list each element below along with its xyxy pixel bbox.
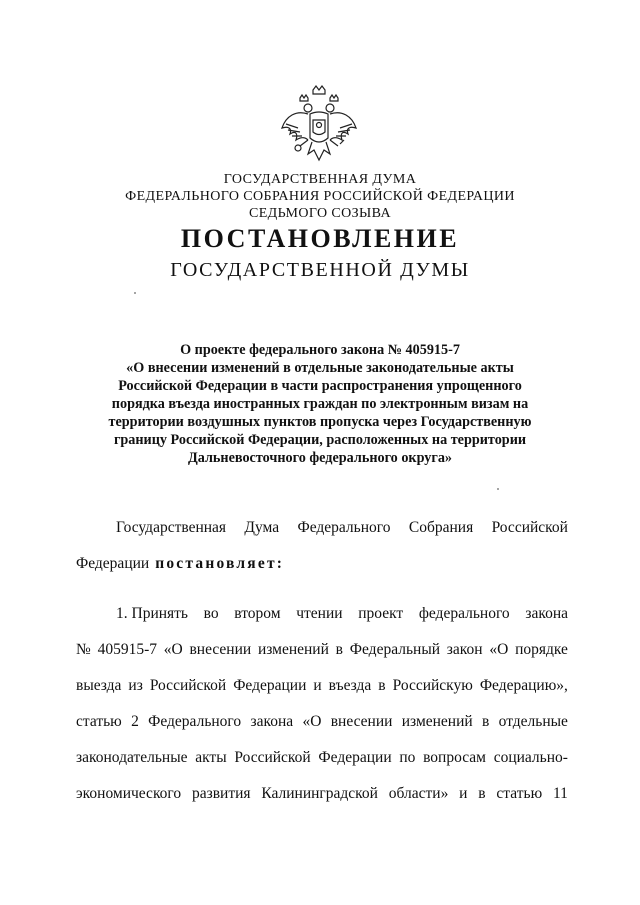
paragraph-1-line: [76, 776, 568, 812]
header-line-2: ФЕДЕРАЛЬНОГО СОБРАНИЯ РОССИЙСКОЙ ФЕДЕРАЦИИ: [125, 189, 515, 204]
word: Федеральный: [349, 641, 441, 658]
word: области»: [388, 785, 449, 802]
word: внесении: [189, 641, 252, 658]
subject-line: Российской Федерации в части распространения упрощенного: [118, 378, 522, 394]
word: 11: [552, 785, 568, 802]
word: проект: [358, 605, 404, 622]
paragraph-1-line: [76, 704, 568, 740]
word: в: [335, 641, 343, 658]
coat-of-arms-emblem-icon: [278, 84, 360, 168]
word: Российской: [149, 677, 227, 694]
word: Российской: [491, 519, 568, 536]
word: в: [482, 713, 490, 730]
word: 2: [131, 713, 139, 730]
word: порядке: [515, 641, 568, 658]
word: внесении: [330, 713, 393, 730]
resolves-word: постановляет:: [155, 555, 285, 572]
word: закона: [525, 605, 568, 622]
word: Федерации: [318, 749, 392, 766]
word: федерального: [418, 605, 510, 622]
word: въезда: [328, 677, 372, 694]
paragraph-1: [76, 596, 568, 812]
word: Федерального: [297, 519, 391, 536]
preamble-line-1: [76, 510, 568, 546]
document-title: ПОСТАНОВЛЕНИЕ: [180, 224, 460, 253]
word: Федерального: [148, 713, 242, 730]
word: изменений: [257, 641, 329, 658]
word: закона: [250, 713, 294, 730]
scan-speck: [134, 292, 136, 294]
subject-line: границу Российской Федерации, расположенных на территории: [113, 432, 527, 448]
header-line-1: ГОСУДАРСТВЕННАЯ ДУМА: [223, 172, 417, 187]
word: Собрания: [408, 519, 474, 536]
word: и: [459, 785, 468, 802]
word: «О: [302, 713, 322, 730]
word: Федерации: [233, 677, 307, 694]
word: вопросам: [423, 749, 486, 766]
word: и: [313, 677, 322, 694]
preamble: [76, 510, 568, 582]
subject-line: порядка въезда иностранных граждан по электронным визам на: [111, 396, 529, 412]
word: Дума: [244, 519, 280, 536]
word: Калининградской: [261, 785, 378, 802]
word: акты: [195, 749, 227, 766]
subject-line: территории воздушных пунктов пропуска через Государственную: [108, 414, 532, 430]
word: по: [399, 749, 416, 766]
word: №: [76, 641, 91, 658]
word: Государственная: [116, 519, 227, 536]
word: Федерации: [76, 555, 150, 572]
word: 405915-7: [97, 641, 157, 658]
subject-block: [90, 341, 550, 467]
paragraph-1-line: [76, 740, 568, 776]
word: чтении: [296, 605, 343, 622]
word: Федерацию»,: [479, 677, 568, 694]
scan-speck: [497, 488, 499, 490]
word: в: [378, 677, 386, 694]
word: отдельные: [498, 713, 568, 730]
document-subtitle: ГОСУДАРСТВЕННОЙ ДУМЫ: [170, 259, 470, 281]
word: Российской: [234, 749, 311, 766]
word: изменений: [401, 713, 473, 730]
subject-line: Дальневосточного федерального округа»: [187, 450, 453, 466]
word: развития: [191, 785, 251, 802]
word: Российскую: [392, 677, 473, 694]
word: статью: [76, 713, 122, 730]
word: 1. Принять: [116, 605, 189, 622]
paragraph-1-line: [76, 632, 568, 668]
preamble-line-2: [76, 546, 568, 582]
paragraph-1-line: [76, 668, 568, 704]
word: статью: [496, 785, 543, 802]
word: из: [128, 677, 143, 694]
word: во: [203, 605, 219, 622]
word: «О: [489, 641, 509, 658]
word: «О: [163, 641, 183, 658]
word: втором: [234, 605, 281, 622]
header-line-3: СЕДЬМОГО СОЗЫВА: [248, 206, 392, 221]
word: в: [478, 785, 486, 802]
paragraph-1-line: [76, 596, 568, 632]
word: выезда: [76, 677, 122, 694]
word: закон: [446, 641, 483, 658]
word: экономического: [76, 785, 182, 802]
subject-line: «О внесении изменений в отдельные законодательные акты: [126, 360, 514, 376]
word: законодательные: [76, 749, 188, 766]
subject-line: О проекте федерального закона № 405915-7: [180, 342, 460, 358]
word: социально-: [493, 749, 568, 766]
